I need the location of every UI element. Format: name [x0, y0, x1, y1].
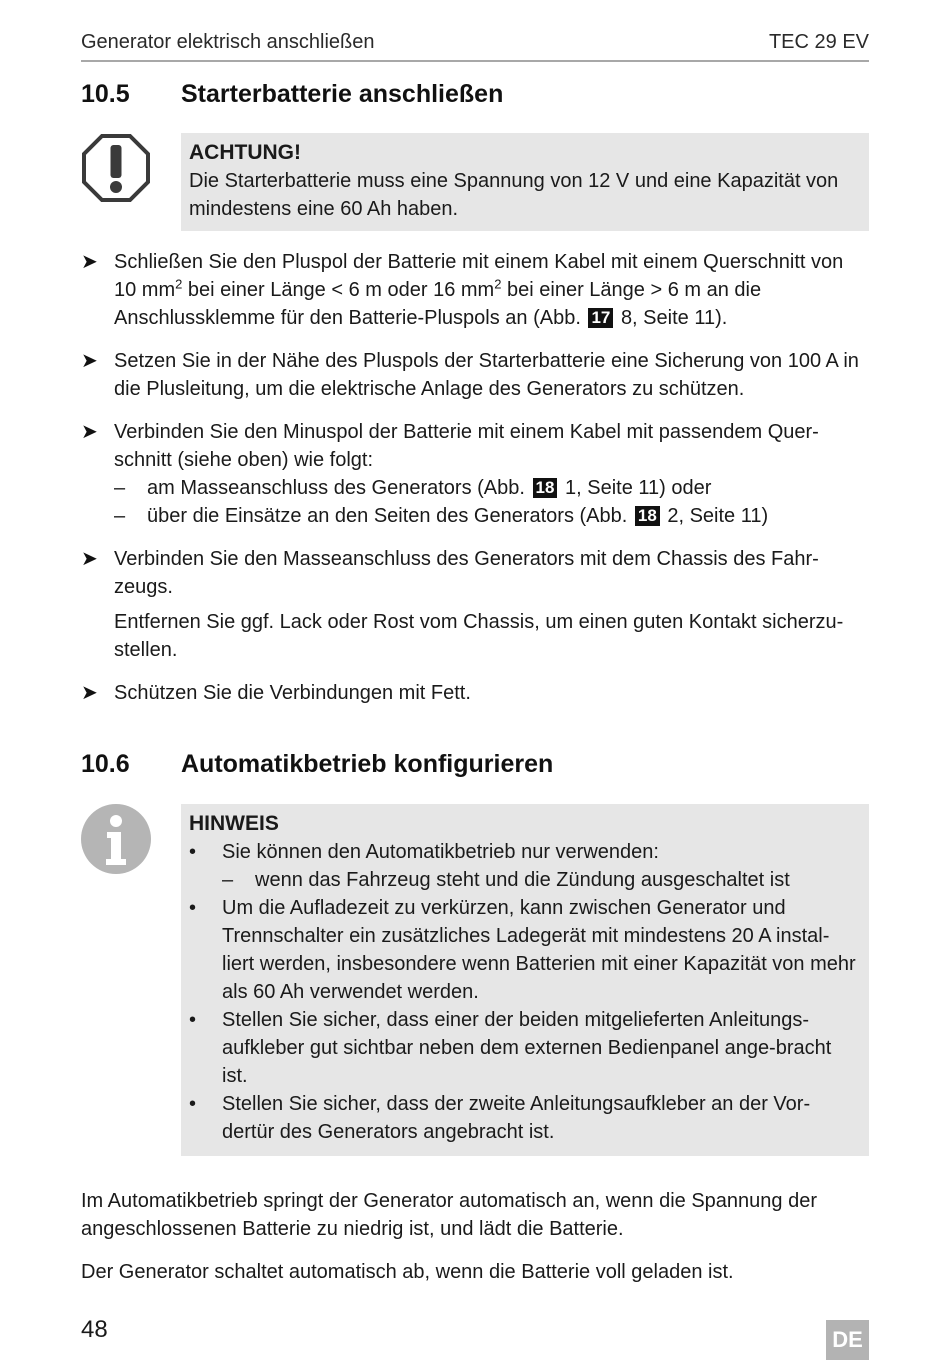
section-heading-10-5 — [81, 80, 503, 109]
instruction-step-5: ➤ Schützen Sie die Verbindungen mit Fett. — [81, 679, 871, 707]
language-badge: DE — [826, 1320, 869, 1360]
section-title: Automatikbetrieb konfigurieren — [181, 750, 554, 778]
warning-text: Die Starterbatterie muss eine Spannung von 12 V und eine Kapazität von mindestens eine 60 Ah haben. — [189, 170, 839, 220]
step-arrow-icon: ➤ — [81, 682, 98, 704]
instruction-step-3: ➤ Verbinden Sie den Minuspol der Batterie mit einem Kabel mit passendem Quer-schnitt (siehe oben) wie folgt: — [81, 418, 871, 474]
warning-box — [181, 133, 869, 231]
step-arrow-icon: ➤ — [81, 421, 98, 443]
hint-box — [181, 804, 869, 1156]
instruction-step-1: ➤ Schließen Sie den Pluspol der Batterie mit einem Kabel mit einem Querschnitt von 10 $mm^2$ bei einer Länge < 6 m oder 16 $mm^2$ bei einer Länge > 6 m an die Anschlussklemme für den Batterie-Pluspols an (Abb. 17 8, Seite 11). — [81, 248, 871, 332]
figure-reference: 17 — [588, 308, 613, 328]
instruction-step-2: ➤ Setzen Sie in der Nähe des Pluspols der Starterbatterie eine Sicherung von 100 A in die Plusleitung, um die elektrische Anlage des Generators zu schützen. — [81, 347, 871, 403]
hint-title: HINWEIS — [189, 812, 279, 835]
list-item: • Stellen Sie sicher, dass einer der beiden mitgelieferten Anleitungs-aufkleber gut sichtbar neben dem externen Bedienpanel ange-bracht ist. — [189, 1009, 832, 1087]
page-number: 48 — [81, 1316, 108, 1343]
section-title: Starterbatterie anschließen — [181, 80, 504, 108]
instruction-step-4: ➤ Verbinden Sie den Masseanschluss des Generators mit dem Chassis des Fahr-zeugs. — [81, 545, 871, 601]
section-heading-10-6 — [81, 750, 553, 779]
sub-item: – über die Einsätze an den Seiten des Generators (Abb. 18 2, Seite 11) — [114, 505, 769, 527]
step-arrow-icon: ➤ — [81, 548, 98, 570]
section-number: 10.6 — [81, 750, 130, 778]
sub-item: – am Masseanschluss des Generators (Abb. 18 1, Seite 11) oder — [114, 477, 712, 499]
list-item: • Stellen Sie sicher, dass der zweite Anleitungsaufkleber an der Vor-dertür des Generators angebracht ist. — [189, 1093, 811, 1143]
figure-reference: 18 — [533, 478, 558, 498]
section-number: 10.5 — [81, 80, 130, 108]
running-header-chapter: Generator elektrisch anschließen — [81, 31, 375, 53]
body-paragraph: Im Automatikbetrieb springt der Generator automatisch an, wenn die Spannung der angeschlossenen Batterie zu niedrig ist, und lädt die Batterie. — [81, 1190, 817, 1240]
hint-list — [189, 838, 859, 1146]
figure-reference: 18 — [635, 506, 660, 526]
running-header-model: TEC 29 EV — [768, 31, 869, 53]
body-paragraph: Der Generator schaltet automatisch ab, wenn die Batterie voll geladen ist. — [81, 1261, 734, 1283]
header-divider — [81, 60, 869, 62]
list-item: • Sie können den Automatikbetrieb nur verwenden: – wenn das Fahrzeug steht und die Zündung ausgeschaltet ist — [189, 841, 790, 891]
warning-title: ACHTUNG! — [189, 141, 301, 164]
list-item: • Um die Aufladezeit zu verkürzen, kann zwischen Generator und Trennschalter ein zusätzliches Ladegerät mit mindestens 20 A instal-liert werden, insbesondere wenn Batterien mit einer Kapazität von mehr als 60 Ah verwendet werden. — [189, 897, 856, 1003]
step-note: Entfernen Sie ggf. Lack oder Rost vom Chassis, um einen guten Kontakt sicherzu-stellen. — [114, 611, 844, 661]
info-icon — [81, 804, 151, 874]
step-arrow-icon: ➤ — [81, 251, 98, 273]
warning-octagon-icon — [81, 133, 151, 203]
step-arrow-icon: ➤ — [81, 350, 98, 372]
